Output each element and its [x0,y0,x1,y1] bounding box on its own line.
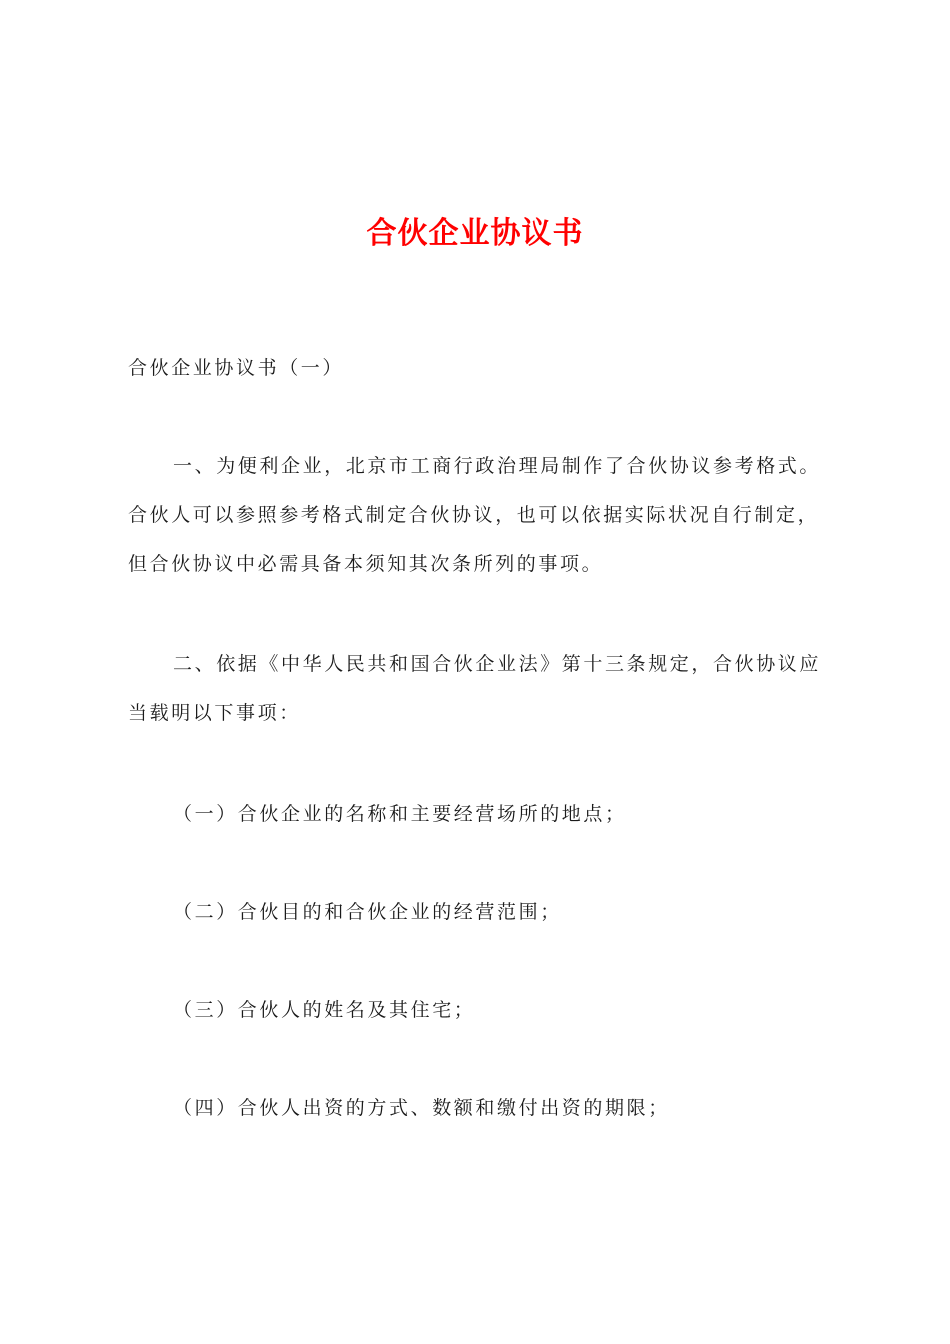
paragraph-1: 一、为便利企业，北京市工商行政治理局制作了合伙协议参考格式。合伙人可以参照参考格式制定合伙协议，也可以依据实际状况自行制定，但合伙协议中必需具备本须知其次条所列的事项。 [128,455,822,575]
list-item: （四）合伙人出资的方式、数额和缴付出资的期限； [173,1097,670,1119]
list-item: （二）合伙目的和合伙企业的经营范围； [173,901,562,923]
list-item: （三）合伙人的姓名及其住宅； [173,999,476,1021]
section-subheading: 合伙企业协议书（一） [128,357,345,379]
document-title: 合伙企业协议书 [366,216,584,251]
list-item: （一）合伙企业的名称和主要经营场所的地点； [173,803,627,825]
paragraph-2: 二、依据《中华人民共和国合伙企业法》第十三条规定，合伙协议应当载明以下事项： [128,653,822,724]
